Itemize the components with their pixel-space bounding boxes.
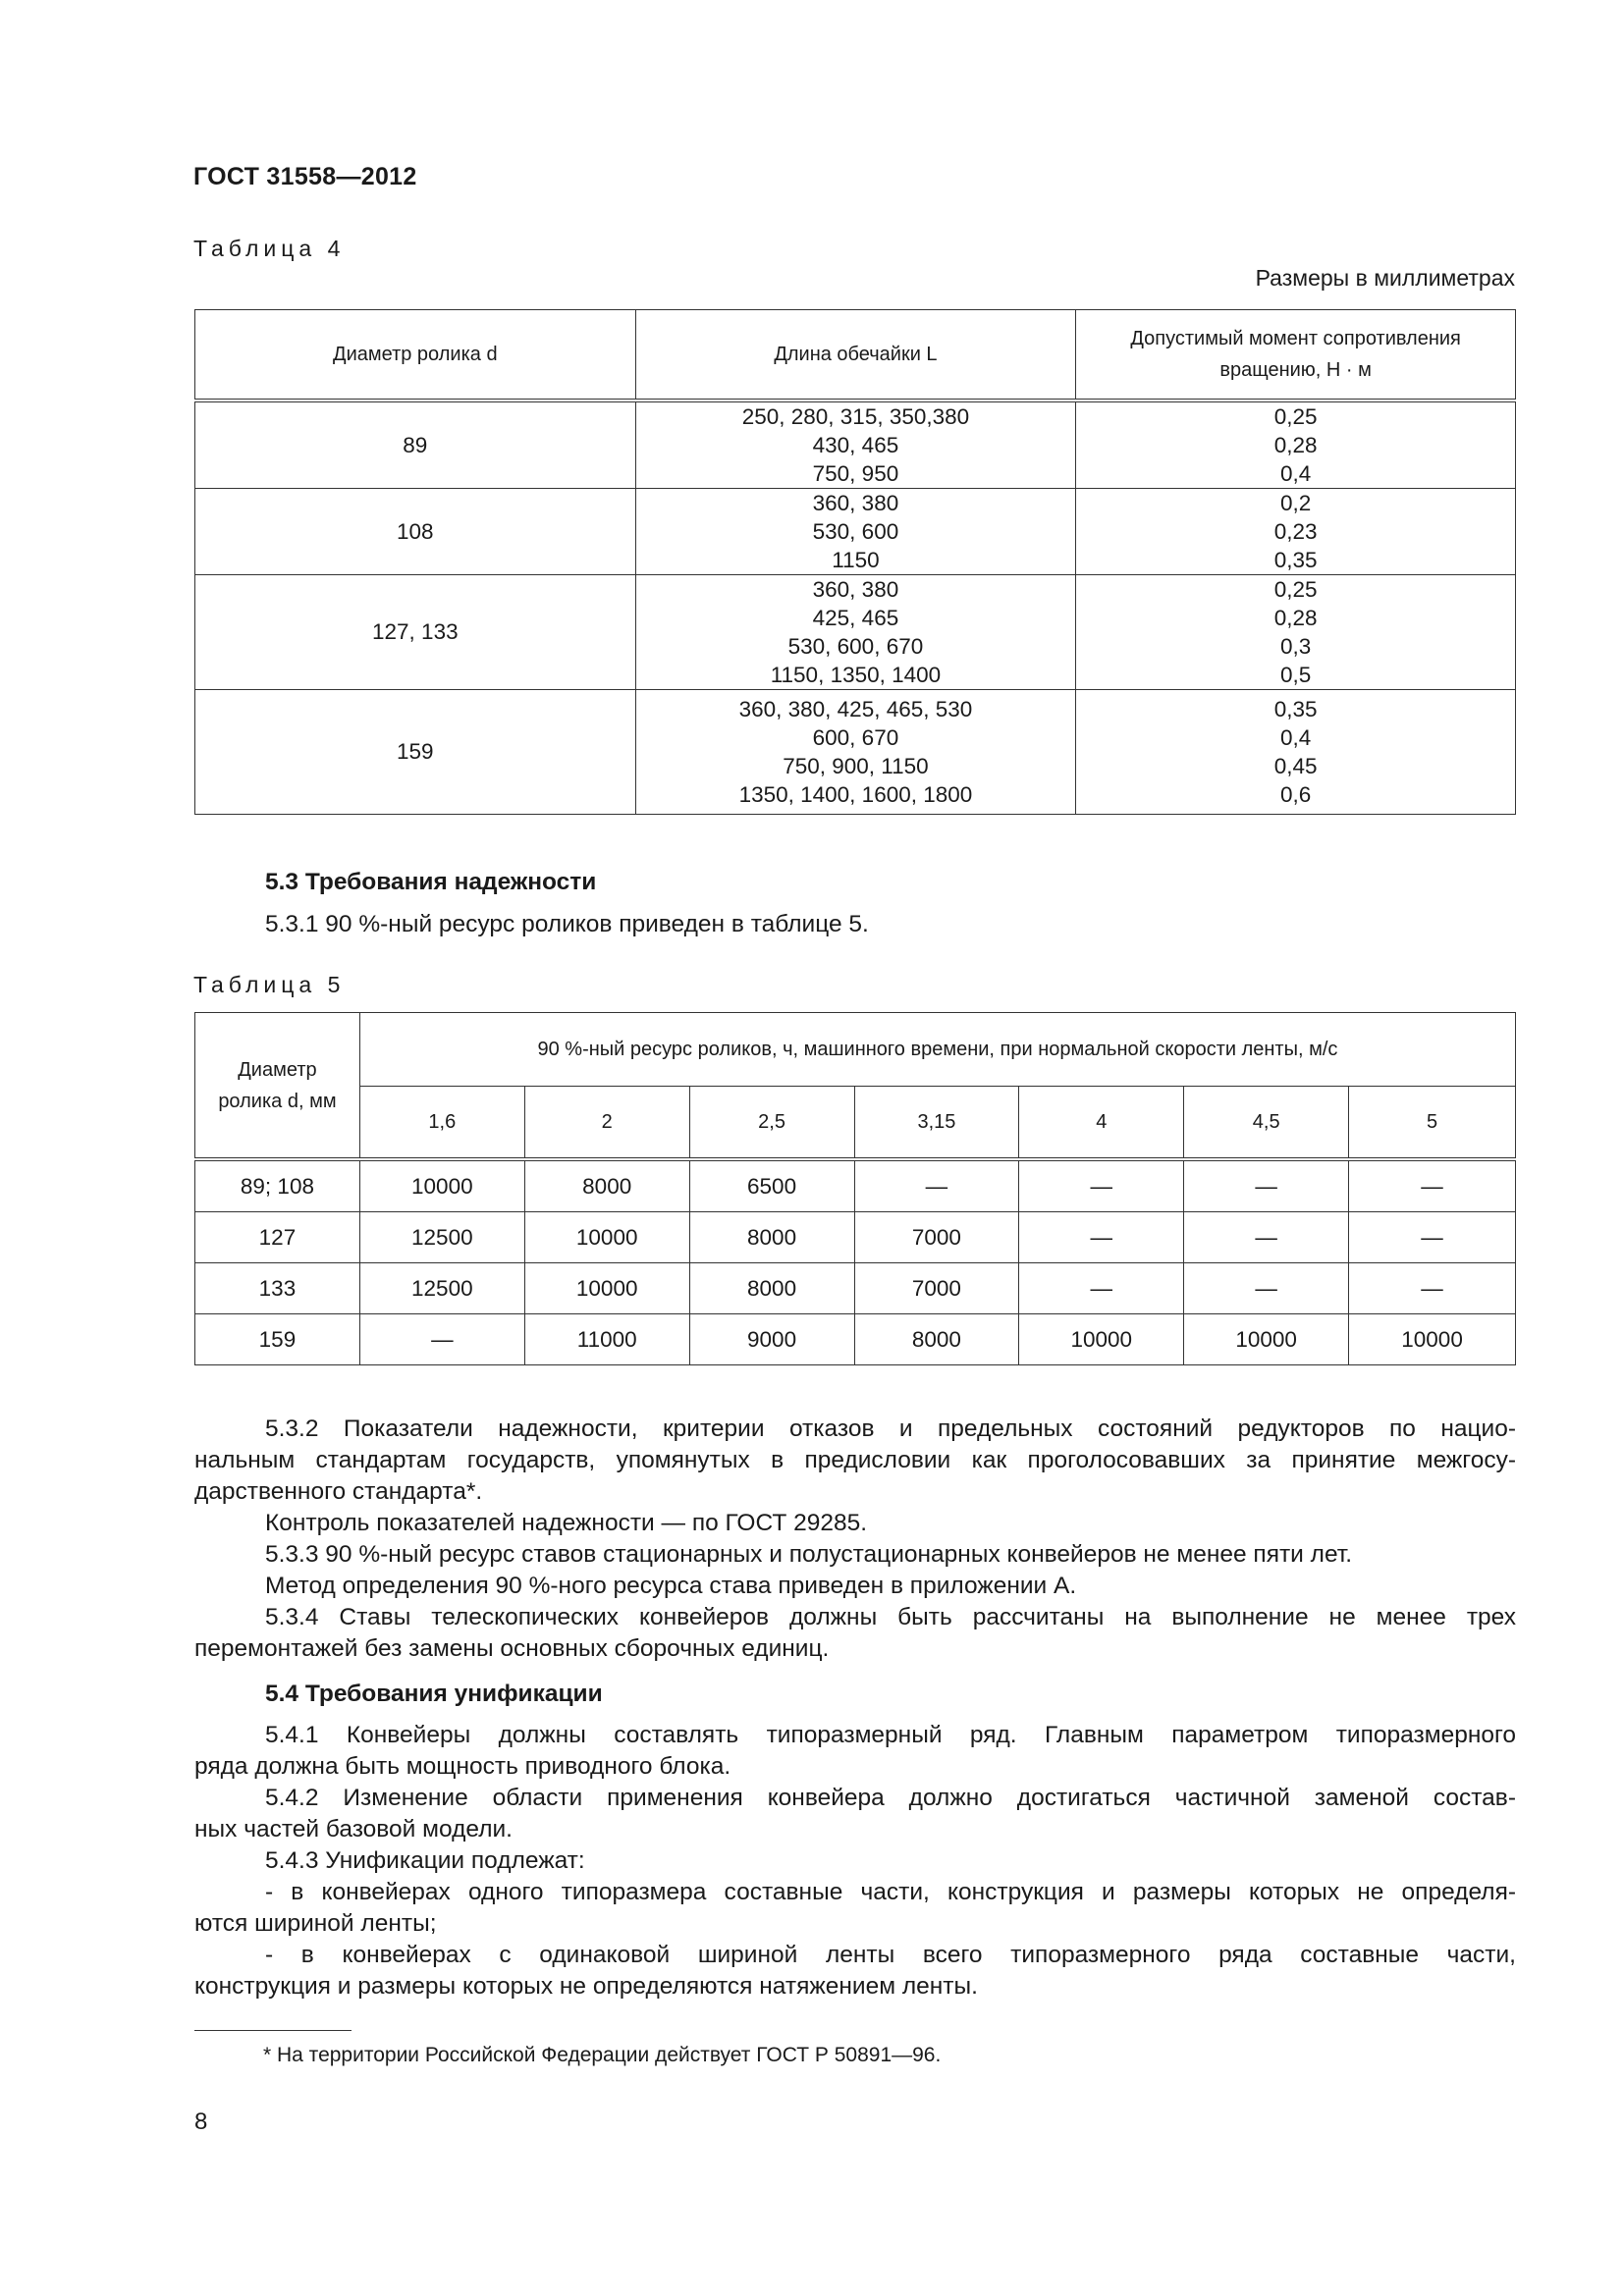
table-row <box>195 1314 1516 1365</box>
table-cell: 7000 <box>854 1212 1019 1263</box>
table-cell: 8000 <box>689 1263 854 1314</box>
dimensions-note: Размеры в миллиметрах <box>1255 265 1515 291</box>
paragraph-5-3-3: 5.3.3 90 %-ный ресурс ставов стационарных и полустационарных конвейеров не менее пяти лет. <box>265 1541 1353 1568</box>
table-cell: — <box>1184 1212 1349 1263</box>
paragraph-5-4-1: 5.4.1 Конвейеры должны составлять типоразмерный ряд. Главным параметром типоразмерного <box>265 1722 1516 1748</box>
table-cell: 10000 <box>524 1263 689 1314</box>
section-5-3-title: 5.3 Требования надежности <box>265 869 597 895</box>
length-cell: 360, 380 425, 465 530, 600, 670 1150, 1350, 1400 <box>635 575 1076 690</box>
table-cell: 133 <box>195 1263 360 1314</box>
diameter-cell: 89 <box>195 400 636 489</box>
footnote-divider <box>194 2030 352 2031</box>
table-row <box>195 400 1516 489</box>
section-5-4-title: 5.4 Требования унификации <box>265 1681 603 1707</box>
table-cell: 10000 <box>1349 1314 1516 1365</box>
footnote: * На территории Российской Федерации действует ГОСТ Р 50891—96. <box>263 2044 942 2066</box>
length-cell: 360, 380, 425, 465, 530 600, 670 750, 900, 1150 1350, 1400, 1600, 1800 <box>635 690 1076 815</box>
table-cell: 89; 108 <box>195 1159 360 1212</box>
table-cell: — <box>854 1159 1019 1212</box>
speed-cell: 3,15 <box>854 1087 1019 1160</box>
diameter-cell: 108 <box>195 489 636 575</box>
control-line: Контроль показателей надежности — по ГОСТ 29285. <box>265 1510 868 1536</box>
table-row <box>195 1263 1516 1314</box>
table-cell: 10000 <box>359 1159 524 1212</box>
table-row <box>195 489 1516 575</box>
speed-cell: 5 <box>1349 1087 1516 1160</box>
table-row <box>195 1159 1516 1212</box>
table-cell: — <box>1019 1263 1184 1314</box>
bullet-2: - в конвейерах с одинаковой шириной ленты всего типоразмерного ряда составные части, <box>265 1942 1516 1968</box>
table-cell: 6500 <box>689 1159 854 1212</box>
table4-header-moment: Допустимый момент сопротивления вращению, Н · м <box>1076 310 1516 401</box>
table-cell: 8000 <box>524 1159 689 1212</box>
table-row <box>195 690 1516 815</box>
table4-header-diameter: Диаметр ролика d <box>195 310 636 401</box>
table-cell: 10000 <box>1019 1314 1184 1365</box>
document-header: ГОСТ 31558—2012 <box>193 163 417 190</box>
moment-cell: 0,25 0,28 0,3 0,5 <box>1076 575 1516 690</box>
table-cell: — <box>359 1314 524 1365</box>
table5-header-span: 90 %-ный ресурс роликов, ч, машинного времени, при нормальной скорости ленты, м/с <box>359 1013 1515 1087</box>
table5-speed-row <box>195 1087 1516 1160</box>
table-cell: 8000 <box>854 1314 1019 1365</box>
table-cell: 10000 <box>1184 1314 1349 1365</box>
speed-cell: 2 <box>524 1087 689 1160</box>
table-4 <box>194 309 1516 815</box>
table4-label: Таблица 4 <box>193 236 346 261</box>
table5-header-row <box>195 1013 1516 1087</box>
paragraph-5-4-3: 5.4.3 Унификации подлежат: <box>265 1847 585 1874</box>
bullet-1: - в конвейерах одного типоразмера составные части, конструкция и размеры которых не определя- <box>265 1879 1516 1905</box>
paragraph-5-3-1: 5.3.1 90 %-ный ресурс роликов приведен в таблице 5. <box>265 911 869 937</box>
table-cell: — <box>1184 1159 1349 1212</box>
paragraph-5-3-4: 5.3.4 Ставы телескопических конвейеров должны быть рассчитаны на выполнение не менее трех <box>265 1604 1516 1630</box>
table5-header-diameter: Диаметр ролика d, мм <box>195 1013 360 1160</box>
table-5 <box>194 1012 1516 1365</box>
table-cell: — <box>1184 1263 1349 1314</box>
section-5-4-text: 5.4.1 Конвейеры должны составлять типоразмерный ряд. Главным параметром типоразмерного ряда должна быть мощность приводного блока. 5.4.2 Изменение области применения конвейера должно достигаться частичной заменой состав- ных частей базовой модели. 5.4.3 Унификации подлежат: - в конвейерах одного типоразмера составные части, конструкция и размеры которых не определя- ются шириной ленты; - в конвейерах с одинаковой шириной ленты всего типоразмерного ряда составные части, конструкция и размеры которых не определяются натяжением ленты. <box>194 1722 1516 2000</box>
table-row <box>195 575 1516 690</box>
table-cell: 11000 <box>524 1314 689 1365</box>
speed-cell: 1,6 <box>359 1087 524 1160</box>
speed-cell: 2,5 <box>689 1087 854 1160</box>
table4-header-row <box>195 310 1516 401</box>
table-cell: 159 <box>195 1314 360 1365</box>
table-cell: — <box>1349 1212 1516 1263</box>
speed-cell: 4 <box>1019 1087 1184 1160</box>
table-cell: 12500 <box>359 1212 524 1263</box>
moment-cell: 0,25 0,28 0,4 <box>1076 400 1516 489</box>
table-cell: 10000 <box>524 1212 689 1263</box>
diameter-cell: 127, 133 <box>195 575 636 690</box>
table-cell: 12500 <box>359 1263 524 1314</box>
table-cell: 127 <box>195 1212 360 1263</box>
table-row <box>195 1212 1516 1263</box>
page-number: 8 <box>194 2109 208 2135</box>
table-cell: 7000 <box>854 1263 1019 1314</box>
table-cell: — <box>1349 1159 1516 1212</box>
length-cell: 250, 280, 315, 350,380 430, 465 750, 950 <box>635 400 1076 489</box>
table-cell: 8000 <box>689 1212 854 1263</box>
paragraph-5-3-2: 5.3.2 Показатели надежности, критерии отказов и предельных состояний редукторов по нацио- нальным стандартам государств, упомянутых в предисловии как проголосовавших за принятие межгосу- дарственного стандарта*. Контроль показателей надежности — по ГОСТ 29285. 5.3.3 90 %-ный ресурс ставов стационарных и полустационарных конвейеров не менее пяти лет. Метод определения 90 %-ного ресурса става приведен в приложении А. 5.3.4 Ставы телескопических конвейеров должны быть рассчитаны на выполнение не менее трех перемонтажей без замены основных сборочных единиц. <box>194 1415 1516 1662</box>
table4-header-length: Длина обечайки L <box>635 310 1076 401</box>
table-cell: — <box>1019 1159 1184 1212</box>
table-cell: 9000 <box>689 1314 854 1365</box>
speed-cell: 4,5 <box>1184 1087 1349 1160</box>
length-cell: 360, 380 530, 600 1150 <box>635 489 1076 575</box>
moment-cell: 0,35 0,4 0,45 0,6 <box>1076 690 1516 815</box>
table-cell: — <box>1019 1212 1184 1263</box>
table5-label: Таблица 5 <box>193 972 346 997</box>
moment-cell: 0,2 0,23 0,35 <box>1076 489 1516 575</box>
method-line: Метод определения 90 %-ного ресурса става приведен в приложении А. <box>265 1573 1077 1599</box>
paragraph-5-4-2: 5.4.2 Изменение области применения конвейера должно достигаться частичной заменой состав- <box>265 1785 1516 1811</box>
diameter-cell: 159 <box>195 690 636 815</box>
table-cell: — <box>1349 1263 1516 1314</box>
